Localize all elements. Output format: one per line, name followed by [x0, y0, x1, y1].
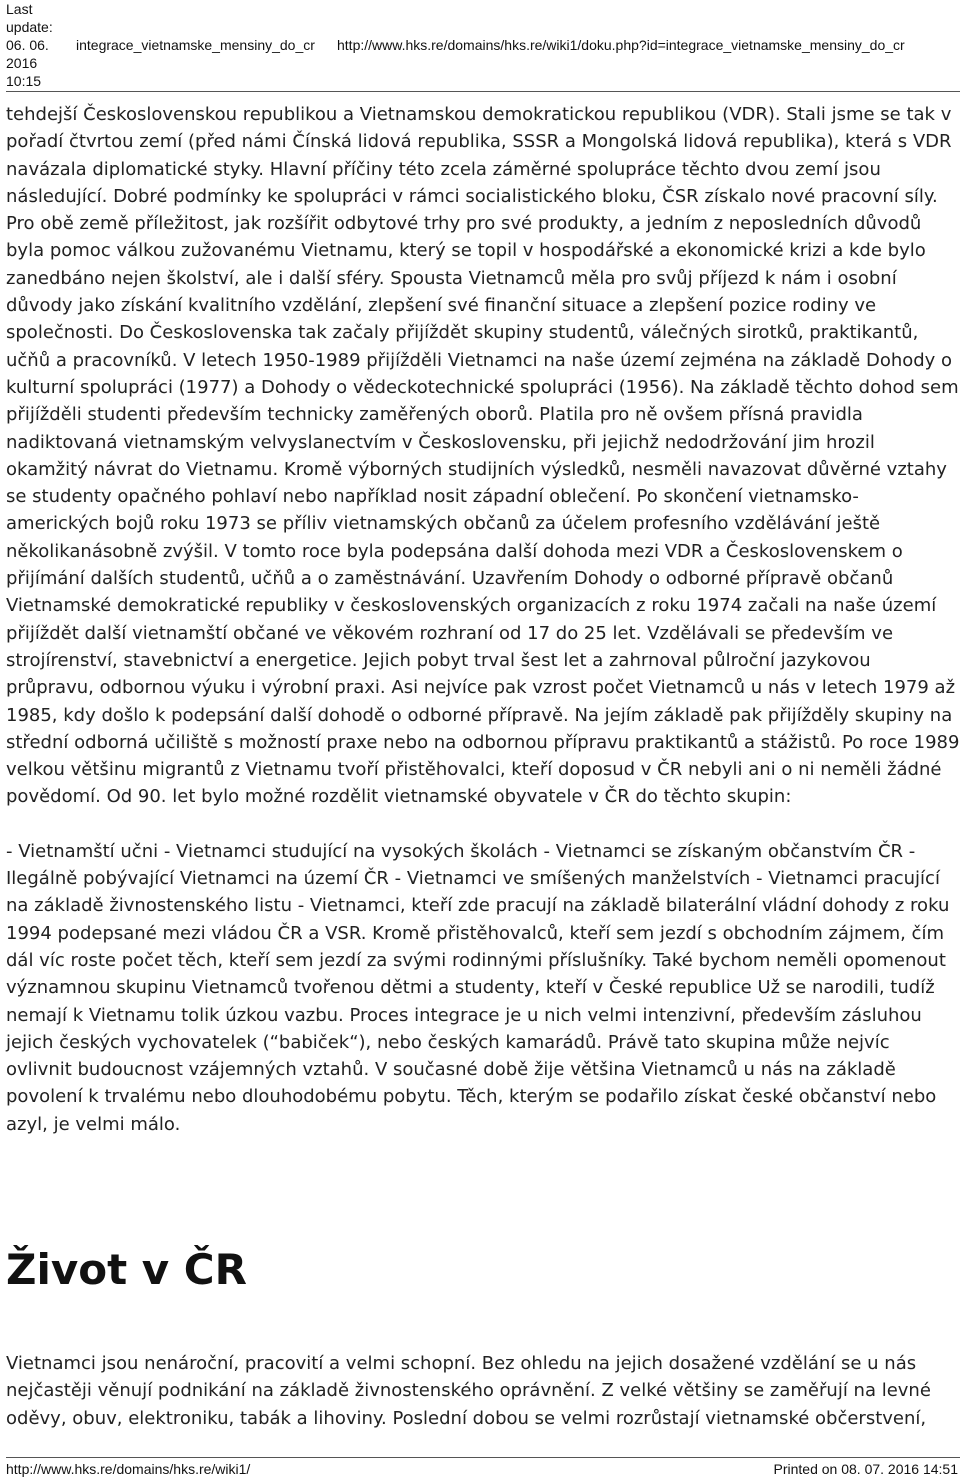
footer-divider — [6, 1457, 960, 1458]
header-divider — [6, 91, 960, 92]
page-id: integrace_vietnamske_mensiny_do_cr — [76, 37, 315, 53]
page-header — [0, 0, 960, 90]
paragraph-life-in-cr: Vietnamci jsou nenároční, pracovití a velmi schopní. Bez ohledu na jejich dosažené vzdělání se u nás nejčastěji věnují podnikání na základě živnostenského oprávnění. Z velké většiny se zaměřují na levné oděvy, obuv, elektroniku, tabák a lihoviny. Poslední dobou se velmi rozrůstají vietnamské občerstvení, — [6, 1353, 931, 1429]
page-url[interactable]: http://www.hks.re/domains/hks.re/wiki1/doku.php?id=integrace_vietnamske_mensiny_do_cr — [337, 37, 905, 53]
last-update-stamp: Last update: 06. 06. 2016 10:15 — [6, 1, 53, 89]
main-content — [6, 101, 960, 1138]
paragraph-history: tehdejší Československou republikou a Vietnamskou demokratickou republikou (VDR). Stali jsme se tak v pořadí čtvrtou zemí (před námi Čínská lidová republika, SSSR a Mongolská lidová republika), která s VDR navázala diplomatické styky. Hlavní příčiny této zcela záměrné spolupráce těchto dvou zemí jsou následující. Dobré podmínky ke spolupráci v rámci socialistického bloku, ČSR získalo nové pracovní síly. Pro obě země příležitost, jak rozšířit odbytové trhy pro své produkty, a jedním z neposledních důvodů byla pomoc válkou zužovanému Vietnamu, který se topil v hospodářské a ekonomické krizi a kde bylo zanedbáno nejen školství, ale i další sféry. Spousta Vietnamců měla pro svůj příjezd k nám i osobní důvody jako získání kvalitního vzdělání, zlepšení své finanční situace a zlepšení pozice rodiny ve společnosti. Do Československa tak začaly přijíždět skupiny studentů, válečných sirotků, praktikantů, učňů a pracovníků. V letech 1950-1989 přijížděli Vietnamci na naše území zejména na základě Dohody o kulturní spolupráci (1977) a Dohody o vědeckotechnické spolupráci (1956). Na základě těchto dohod sem přijížděli studenti především technicky zaměřených oborů. Platila pro ně ovšem přísná pravidla nadiktovaná vietnamským velvyslanectvím v Československu, při jejichž nedodržování jim hrozil okamžitý návrat do Vietnamu. Kromě výborných studijních výsledků, nesměli navazovat důvěrné vztahy se studenty opačného pohlaví nebo například nosit západní oblečení. Po skončení vietnamsko-amerických bojů roku 1973 se příliv vietnamských občanů za účelem profesního vzdělávání ještě několikanásobně zvýšil. V tomto roce byla podepsána další dohoda mezi VDR a Československem o přijímání dalších studentů, učňů a o zaměstnávání. Uzavřením Dohody o odborné přípravě občanů Vietnamské demokratické republiky v československých organizacích z roku 1974 začali na naše území přijíždět další vietnamští občané ve věkovém rozhraní od 17 do 25 let. Vzdělávali se především ve strojírenství, stavebnictví a energetice. Jejich pobyt trval šest let a zahrnoval půlroční jazykovou průpravu, odbornou výuku i výrobní praxi. Asi nejvíce pak vzrost počet Vietnamců u nás v letech 1979 až 1985, kdy došlo k podepsání další dohodě o odborné přípravě. Na jejím základě pak přijížděly skupiny na střední odborná učiliště s možností praxe nebo na odbornou přípravu praktikantů a stážistů. Po roce 1989 velkou většinu migrantů z Vietnamu tvoří přistěhovalci, kteří doposud v ČR nebyli ani o ni neměli žádné povědomí. Od 90. let bylo možné rozdělit vietnamské obyvatele v ČR do těchto skupin: — [6, 104, 960, 808]
paragraph-groups: - Vietnamští učni - Vietnamci studující na vysokých školách - Vietnamci se získaným občanstvím ČR - Ilegálně pobývající Vietnamci na území ČR - Vietnamci ve smíšených manželstvích - Vietnamci pracující na základě živnostenského listu - Vietnamci, kteří zde pracují na základě bilaterální vládní dohody z roku 1994 podepsané mezi vládou ČR a VSR. Kromě přistěhovalců, kteří sem jezdí s obchodním zájmem, čím dál víc roste počet těch, kteří sem jezdí za svými rodinnými příslušníky. Také bychom neměli opomenout významnou skupinu Vietnamců tvořenou dětmi a studenty, kteří v České republice Už se narodili, tudíž nemají k Vietnamu tolik úzkou vazbu. Proces integrace je u nich velmi intenzivní, především zásluhou jejich českých vychovatelek (“babiček“), nebo českých kamarádů. Právě tato skupina může nejvíc ovlivnit budoucnost vzájemných vztahů. V současné době žije většina Vietnamců u nás na základě povolení k trvalému nebo dlouhodobému pobytu. Těch, kterým se podařilo získat české občanství nebo azyl, je velmi málo. — [6, 840, 950, 1135]
section-heading: Život v ČR — [6, 1245, 247, 1294]
footer-url[interactable]: http://www.hks.re/domains/hks.re/wiki1/ — [6, 1461, 251, 1477]
printed-date: Printed on 08. 07. 2016 14:51 — [773, 1461, 958, 1477]
